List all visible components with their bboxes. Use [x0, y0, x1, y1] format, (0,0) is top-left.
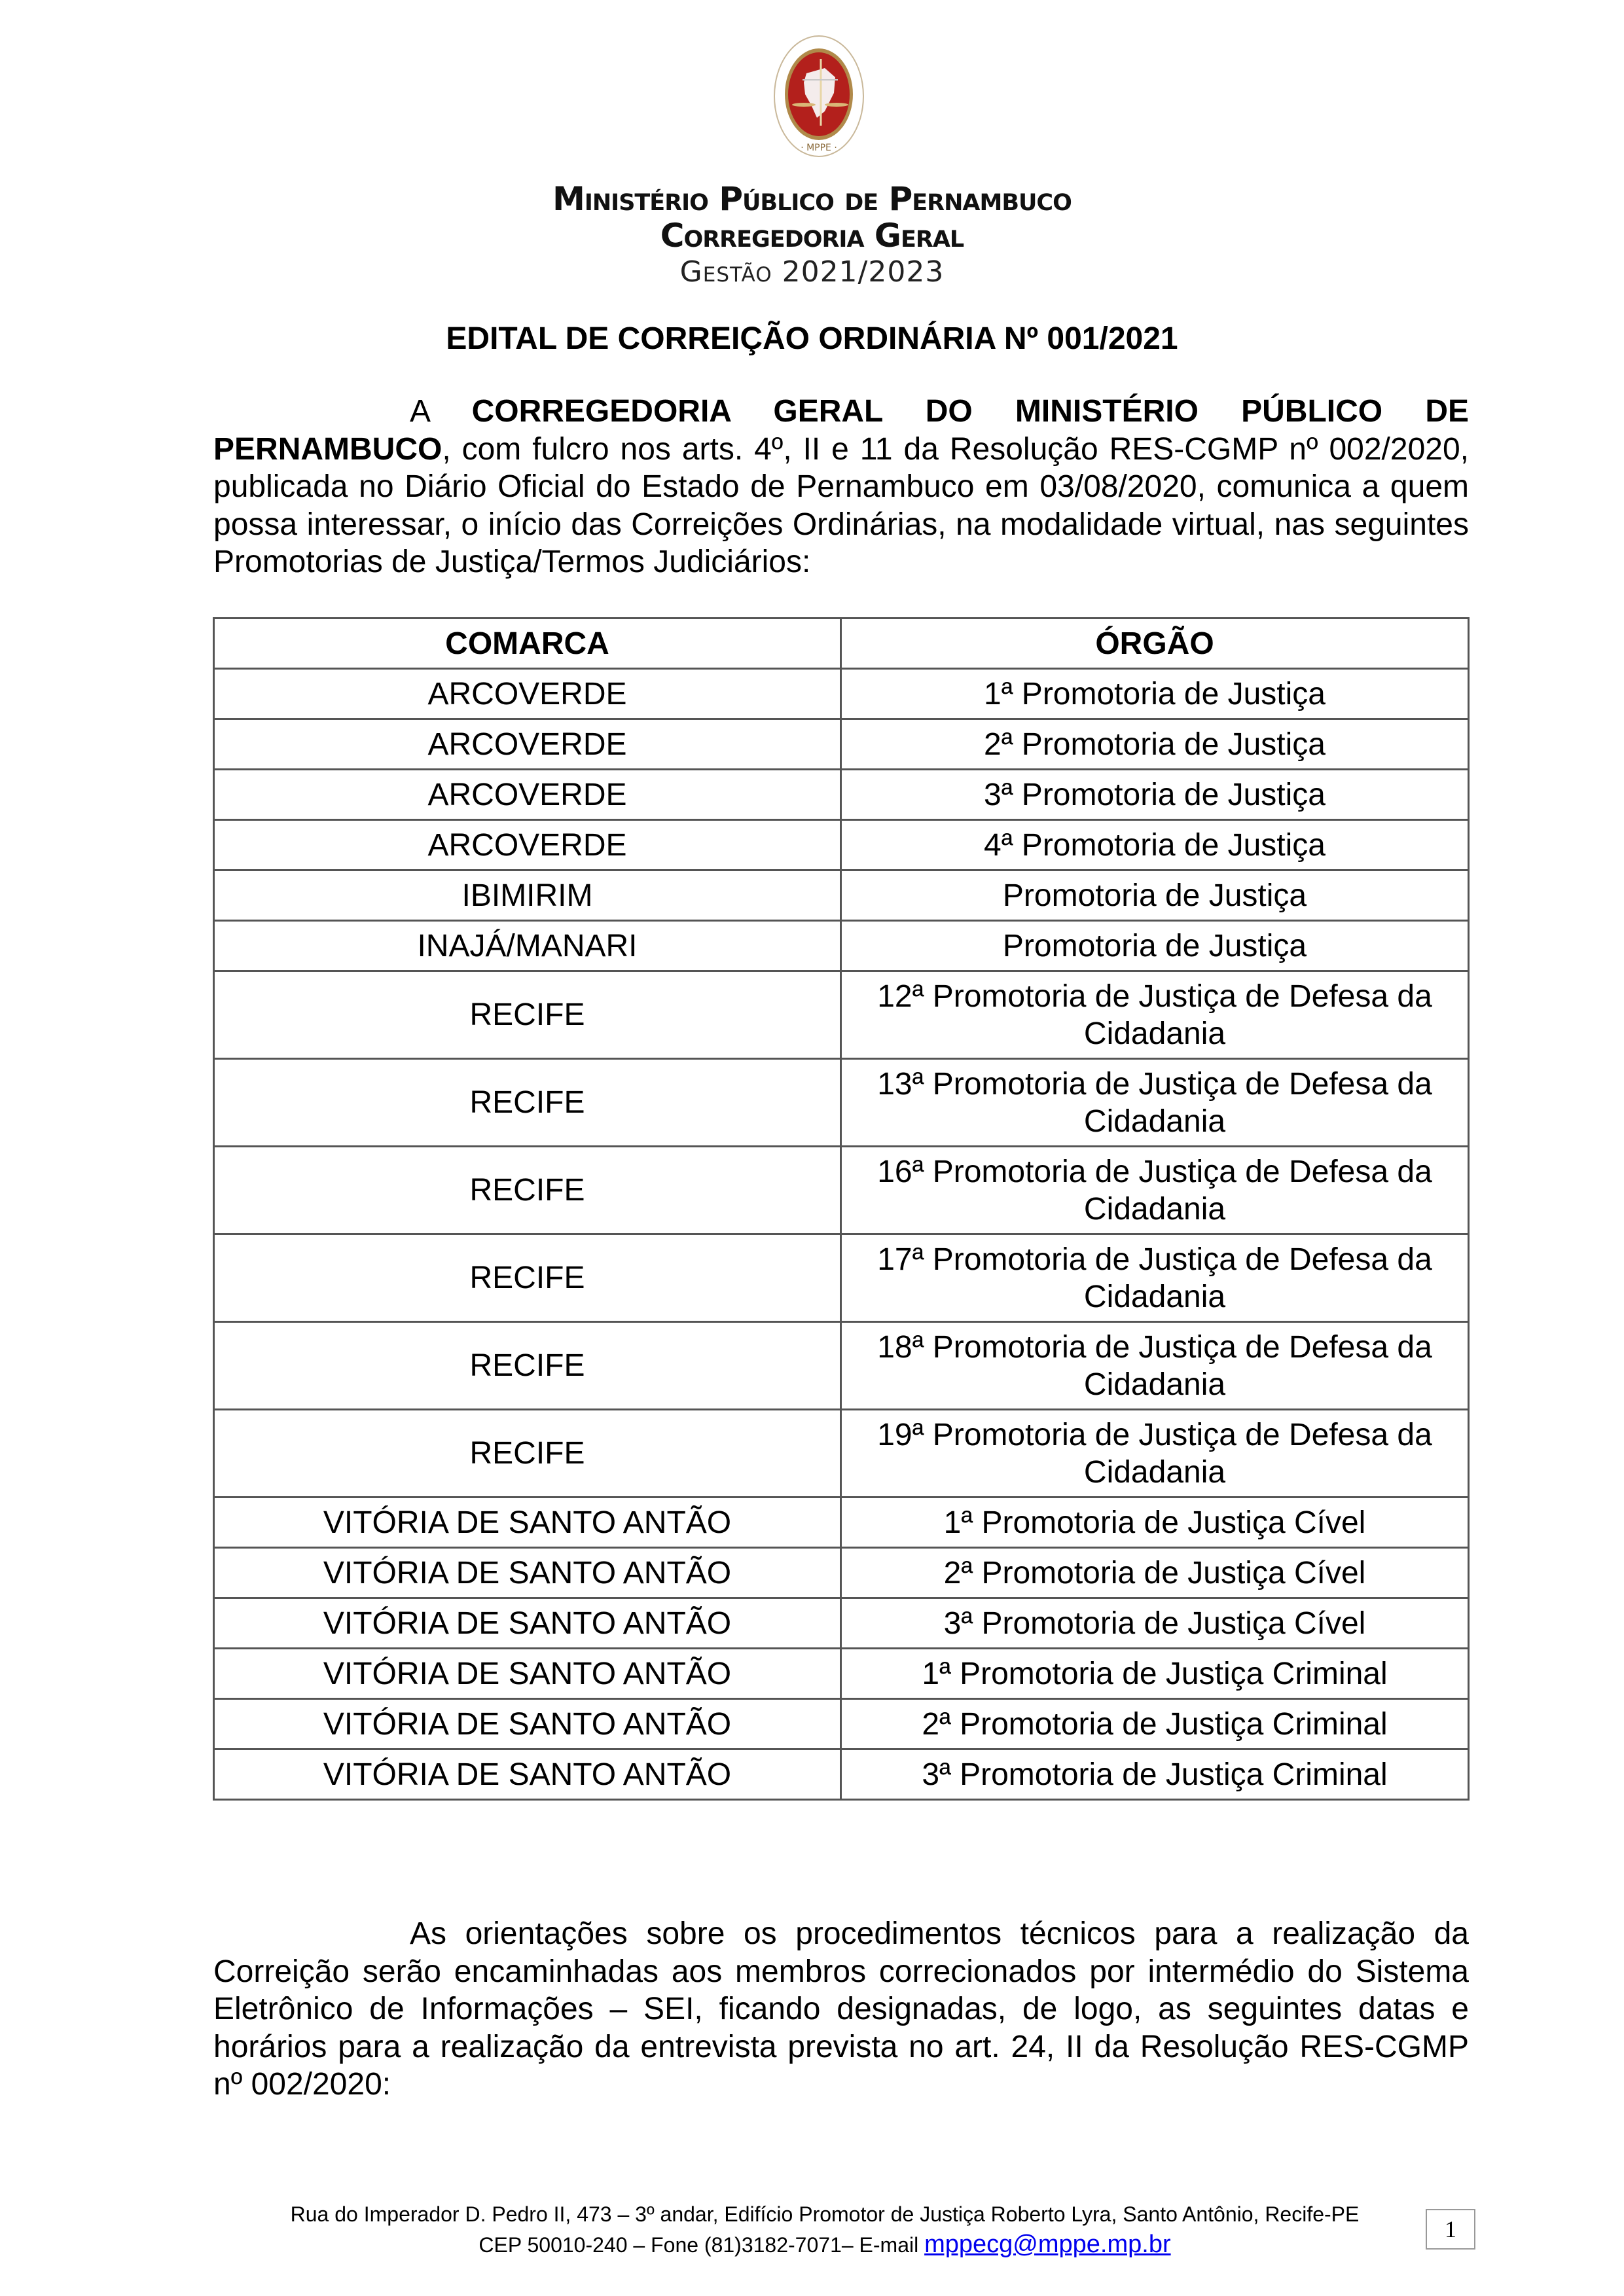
document-title: EDITAL DE CORREIÇÃO ORDINÁRIA Nº 001/2021: [446, 321, 1178, 356]
cell-comarca: VITÓRIA DE SANTO ANTÃO: [214, 1699, 841, 1749]
cell-comarca: VITÓRIA DE SANTO ANTÃO: [214, 1749, 841, 1800]
table-row: [214, 820, 1469, 870]
footer-contact: CEP 50010-240 – Fone (81)3182-7071– E-mail: [478, 2233, 925, 2257]
cell-orgao: 3ª Promotoria de Justiça: [841, 770, 1469, 820]
seal-icon: [772, 34, 865, 158]
cell-orgao: 2ª Promotoria de Justiça Criminal: [841, 1699, 1469, 1749]
intro-rest: , com fulcro nos arts. 4º, II e 11 da Resolução RES-CGMP nº 002/2020, publicada no Diário Oficial do Estado de Pernambuco em 03/08/2020, comunica a quem possa interessar, o início das Correições Ordinárias, na modalidade virtual, nas seguintes Promotorias de Justiça/Termos Judiciários:: [213, 431, 1469, 579]
department-name: Corregedoria Geral: [660, 217, 964, 255]
cell-orgao: 4ª Promotoria de Justiça: [841, 820, 1469, 870]
intro-prefix: A: [410, 394, 472, 429]
cell-orgao: 2ª Promotoria de Justiça Cível: [841, 1548, 1469, 1598]
org-name: Ministério Público de Pernambuco: [552, 180, 1072, 218]
org-header: [0, 181, 1624, 291]
table-row: [214, 669, 1469, 719]
cell-orgao: 19ª Promotoria de Justiça de Defesa da Cidadania: [841, 1410, 1469, 1498]
intro-paragraph: [213, 393, 1469, 581]
cell-comarca: VITÓRIA DE SANTO ANTÃO: [214, 1598, 841, 1649]
table-row: [214, 1322, 1469, 1410]
svg-text:· MPPE ·: · MPPE ·: [801, 143, 837, 153]
cell-orgao: 1ª Promotoria de Justiça: [841, 669, 1469, 719]
cell-orgao: 3ª Promotoria de Justiça Cível: [841, 1598, 1469, 1649]
table-row: [214, 1410, 1469, 1498]
cell-orgao: 16ª Promotoria de Justiça de Defesa da Cidadania: [841, 1147, 1469, 1234]
table-row: [214, 1147, 1469, 1234]
table-row: [214, 870, 1469, 921]
cell-orgao: 3ª Promotoria de Justiça Criminal: [841, 1749, 1469, 1800]
email-link[interactable]: mppecg@mppe.mp.br: [924, 2231, 1171, 2258]
cell-comarca: VITÓRIA DE SANTO ANTÃO: [214, 1498, 841, 1548]
table-row: [214, 1234, 1469, 1322]
table-row: [214, 921, 1469, 971]
cell-orgao: 13ª Promotoria de Justiça de Defesa da Cidadania: [841, 1059, 1469, 1147]
closing-paragraph: [213, 1915, 1469, 2104]
table-row: [214, 1649, 1469, 1699]
cell-comarca: ARCOVERDE: [214, 820, 841, 870]
table-row: [214, 1548, 1469, 1598]
table-row: [214, 1598, 1469, 1649]
footer-contact-line: [249, 2229, 1401, 2260]
cell-orgao: 1ª Promotoria de Justiça Criminal: [841, 1649, 1469, 1699]
mppe-seal-logo: [772, 34, 865, 158]
table-row: [214, 1699, 1469, 1749]
cell-comarca: RECIFE: [214, 1059, 841, 1147]
page-footer: [249, 2199, 1401, 2260]
cell-comarca: RECIFE: [214, 971, 841, 1059]
cell-orgao: 18ª Promotoria de Justiça de Defesa da Cidadania: [841, 1322, 1469, 1410]
cell-orgao: 17ª Promotoria de Justiça de Defesa da Cidadania: [841, 1234, 1469, 1322]
correicao-table: [213, 617, 1470, 1801]
cell-comarca: ARCOVERDE: [214, 770, 841, 820]
cell-orgao: 1ª Promotoria de Justiça Cível: [841, 1498, 1469, 1548]
column-header-orgao: ÓRGÃO: [841, 619, 1469, 669]
cell-orgao: 12ª Promotoria de Justiça de Defesa da Cidadania: [841, 971, 1469, 1059]
closing-text: As orientações sobre os procedimentos técnicos para a realização da Correição serão encaminhadas aos membros correcionados por intermédio do Sistema Eletrônico de Informações – SEI, ficando designadas, de logo, as seguintes datas e horários para a realização da entrevista prevista no art. 24, II da Resolução RES-CGMP nº 002/2020:: [213, 1916, 1469, 2102]
column-header-comarca: COMARCA: [214, 619, 841, 669]
cell-orgao: Promotoria de Justiça: [841, 921, 1469, 971]
cell-comarca: VITÓRIA DE SANTO ANTÃO: [214, 1548, 841, 1598]
cell-comarca: RECIFE: [214, 1147, 841, 1234]
footer-address: Rua do Imperador D. Pedro II, 473 – 3º andar, Edifício Promotor de Justiça Roberto Lyra, Santo Antônio, Recife-PE: [290, 2202, 1360, 2226]
table-row: [214, 719, 1469, 770]
table-row: [214, 1059, 1469, 1147]
cell-orgao: 2ª Promotoria de Justiça: [841, 719, 1469, 770]
cell-comarca: VITÓRIA DE SANTO ANTÃO: [214, 1649, 841, 1699]
cell-orgao: Promotoria de Justiça: [841, 870, 1469, 921]
intro-bold: CORREGEDORIA GERAL DO MINISTÉRIO PÚBLICO DE PERNAMBUCO: [213, 394, 1470, 467]
cell-comarca: RECIFE: [214, 1410, 841, 1498]
table-header-row: [214, 619, 1469, 669]
cell-comarca: INAJÁ/MANARI: [214, 921, 841, 971]
table-row: [214, 971, 1469, 1059]
cell-comarca: ARCOVERDE: [214, 719, 841, 770]
table-row: [214, 770, 1469, 820]
term-label: Gestão 2021/2023: [679, 255, 945, 289]
table-row: [214, 1498, 1469, 1548]
table-row: [214, 1749, 1469, 1800]
cell-comarca: IBIMIRIM: [214, 870, 841, 921]
page-number: 1: [1426, 2209, 1475, 2250]
cell-comarca: RECIFE: [214, 1234, 841, 1322]
cell-comarca: RECIFE: [214, 1322, 841, 1410]
cell-comarca: ARCOVERDE: [214, 669, 841, 719]
